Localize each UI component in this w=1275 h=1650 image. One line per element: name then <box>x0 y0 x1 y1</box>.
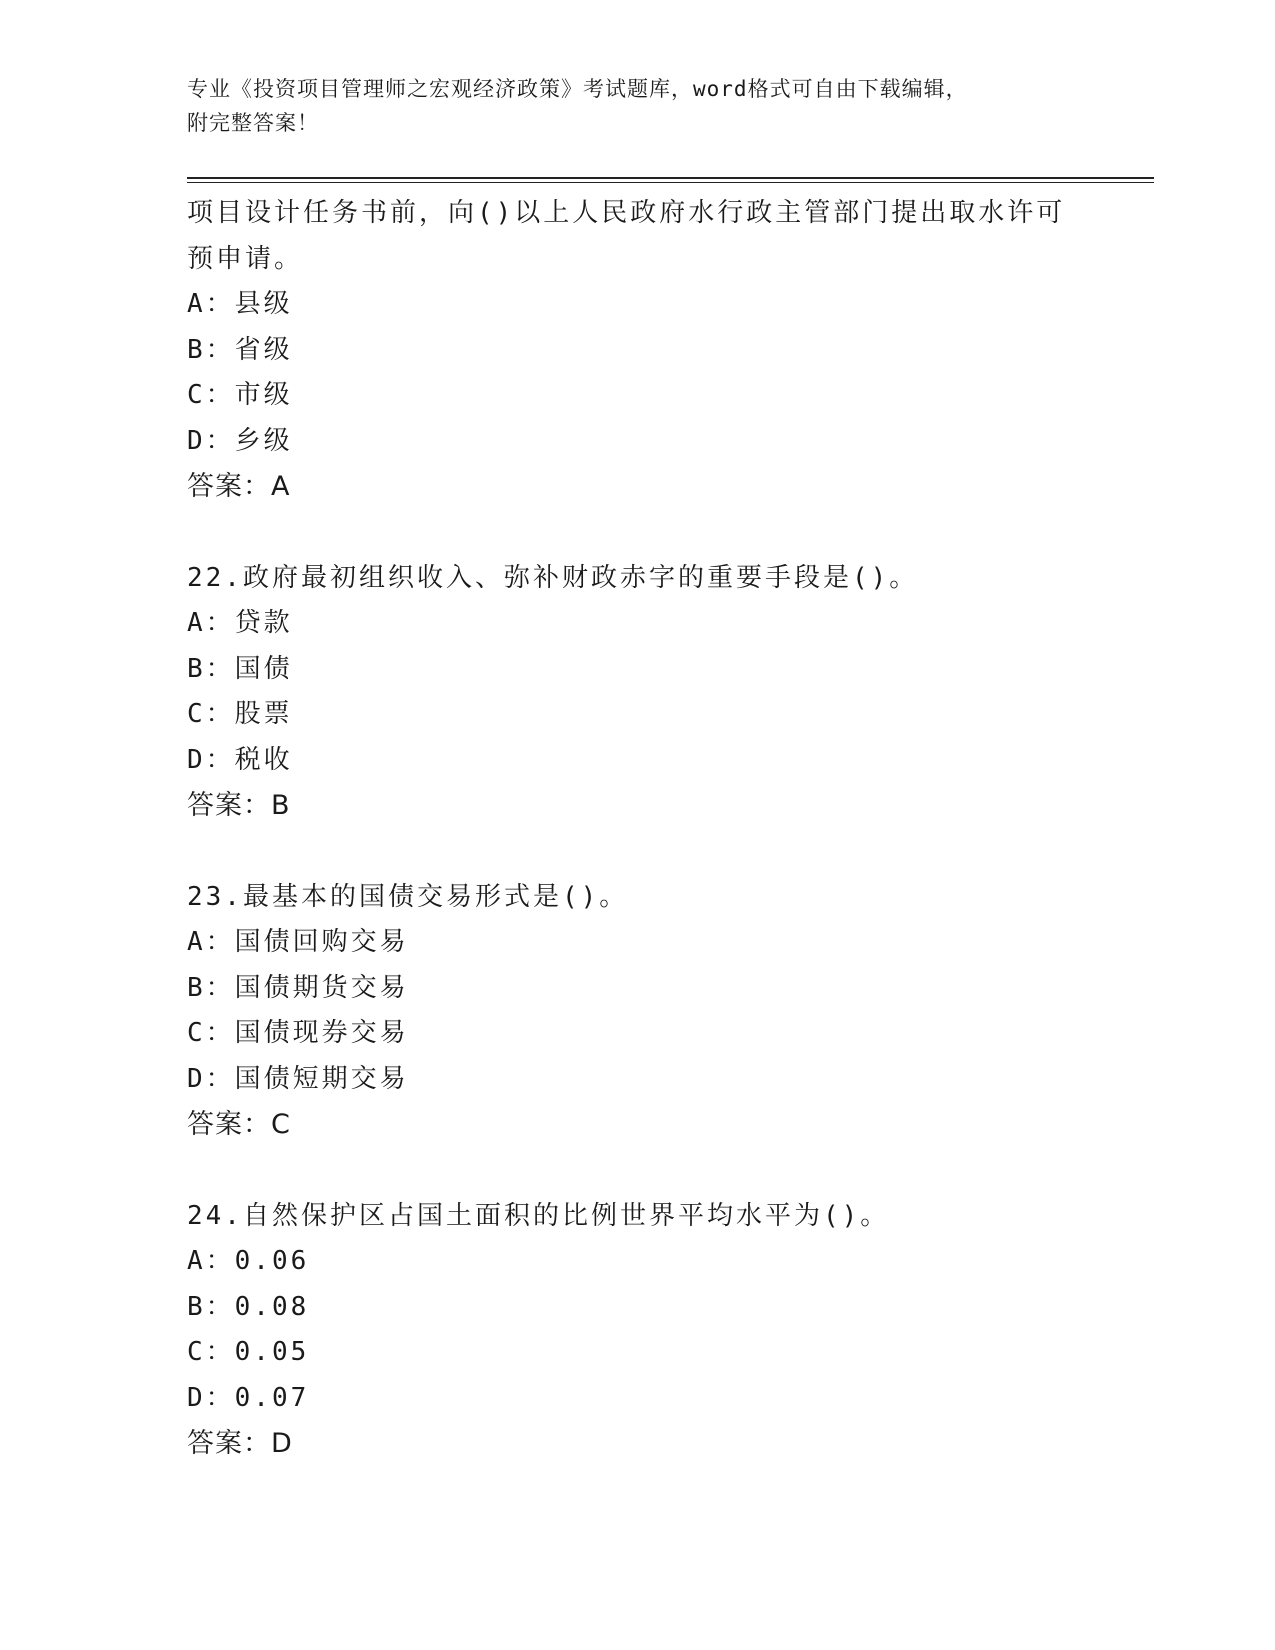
question-list <box>187 191 1087 1467</box>
question-block-23 <box>187 875 1087 1148</box>
option-b: B：省级 <box>187 334 293 365</box>
option-a: A：县级 <box>187 289 293 319</box>
question-block-22 <box>187 556 1087 829</box>
option-d: D：0.07 <box>187 1382 310 1413</box>
option-b: B：国债期货交易 <box>187 972 409 1003</box>
question-block-24 <box>187 1194 1087 1467</box>
option-d: D：乡级 <box>187 425 293 456</box>
option-c: C：市级 <box>187 380 293 410</box>
document-header <box>187 72 1087 140</box>
answer-line: 答案：C <box>187 1109 291 1140</box>
question-block-intro <box>187 191 1087 510</box>
option-a: A：0.06 <box>187 1246 310 1276</box>
answer-line: 答案：D <box>187 1428 293 1459</box>
spacer <box>187 829 1087 875</box>
question-text: 24.自然保护区占国土面积的比例世界平均水平为()。 <box>187 1200 890 1231</box>
option-c: C：0.05 <box>187 1337 310 1367</box>
option-a: A：国债回购交易 <box>187 927 409 957</box>
question-text: 22.政府最初组织收入、弥补财政赤字的重要手段是()。 <box>187 562 919 593</box>
option-a: A：贷款 <box>187 608 293 638</box>
header-rule-thin <box>187 182 1154 183</box>
option-b: B：0.08 <box>187 1291 310 1322</box>
spacer <box>187 510 1087 556</box>
header-rule-thick <box>187 177 1154 179</box>
header-line-1: 专业《投资项目管理师之宏观经济政策》考试题库，word格式可自由下载编辑， <box>187 77 968 101</box>
question-text: 项目设计任务书前，向()以上人民政府水行政主管部门提出取水许可 <box>187 198 1066 228</box>
spacer <box>187 1148 1087 1194</box>
answer-line: 答案：A <box>187 471 291 502</box>
option-c: C：股票 <box>187 699 293 729</box>
option-d: D：税收 <box>187 744 293 775</box>
question-text: 23.最基本的国债交易形式是()。 <box>187 881 629 912</box>
answer-line: 答案：B <box>187 790 291 821</box>
option-d: D：国债短期交易 <box>187 1063 409 1094</box>
option-c: C：国债现券交易 <box>187 1018 409 1048</box>
option-b: B：国债 <box>187 653 293 684</box>
question-text-continued: 预申请。 <box>187 243 304 274</box>
header-line-2: 附完整答案！ <box>187 111 319 135</box>
